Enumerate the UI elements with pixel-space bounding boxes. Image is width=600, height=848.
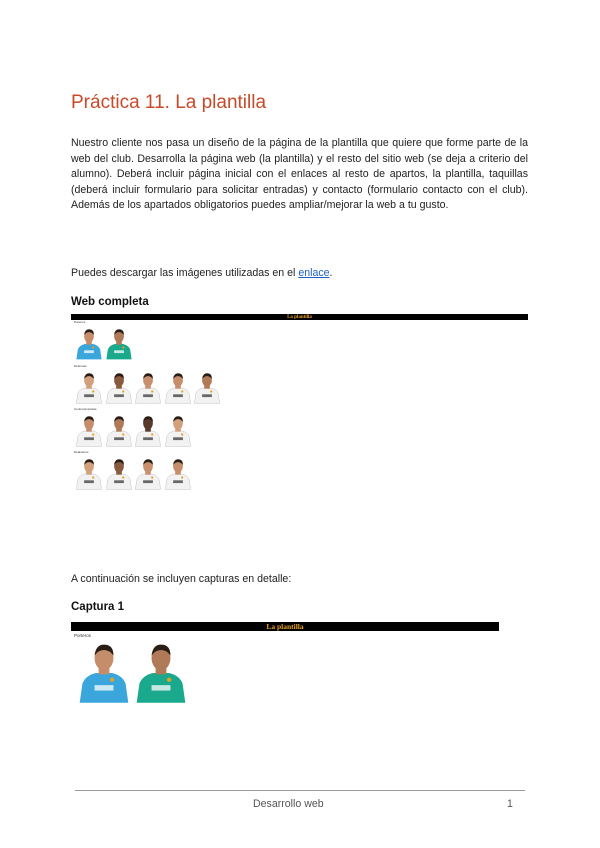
download-link[interactable]: enlace bbox=[298, 267, 330, 279]
section-label: Delanteros bbox=[74, 450, 89, 454]
player-photo bbox=[164, 415, 192, 452]
capturas-intro: A continuación se incluyen capturas en detalle: bbox=[71, 573, 292, 585]
banner-title-captura: La plantilla bbox=[266, 622, 304, 631]
player-photo bbox=[75, 415, 103, 452]
porteros-label: Porteros bbox=[74, 633, 92, 638]
footer-title: Desarrollo web bbox=[253, 798, 324, 810]
player-photo-large bbox=[77, 640, 131, 711]
player-photo bbox=[164, 372, 192, 409]
heading-web-completa: Web completa bbox=[71, 296, 149, 308]
player-photo bbox=[134, 458, 162, 495]
player-photo bbox=[105, 458, 133, 495]
player-photo bbox=[134, 415, 162, 452]
player-photo bbox=[193, 372, 221, 409]
captura-1-screenshot bbox=[71, 620, 499, 712]
download-line bbox=[71, 267, 332, 279]
player-photo bbox=[105, 372, 133, 409]
player-photo bbox=[75, 458, 103, 495]
web-completa-screenshot bbox=[71, 312, 528, 492]
player-photo-large bbox=[134, 640, 188, 711]
player-photo bbox=[164, 458, 192, 495]
page-number: 1 bbox=[507, 798, 513, 810]
section-label: Centrocampistas bbox=[74, 407, 97, 411]
player-photo bbox=[75, 328, 103, 365]
plantilla-banner bbox=[71, 314, 528, 320]
section-label: Porteros bbox=[74, 320, 86, 324]
player-photo bbox=[105, 415, 133, 452]
player-photo bbox=[134, 372, 162, 409]
player-photo bbox=[75, 372, 103, 409]
player-photo bbox=[105, 328, 133, 365]
heading-captura-1: Captura 1 bbox=[71, 601, 125, 613]
plantilla-banner-captura bbox=[71, 622, 499, 631]
banner-title: La plantilla bbox=[287, 314, 312, 320]
download-text: Puedes descargar las imágenes utilizadas en el bbox=[71, 267, 299, 279]
footer-divider bbox=[75, 790, 525, 791]
page-title: Práctica 11. La plantilla bbox=[71, 92, 267, 113]
section-label: Defensas bbox=[74, 364, 87, 368]
intro-paragraph: Nuestro cliente nos pasa un diseño de la página de la plantilla que quiere que forme parte de la web del club. Desarrolla la página web (la plantilla) y el resto del sitio web (se deja a criterio del alumno). Deberá incluir página inicial con el enlaces al resto de apartos, la plantilla, taquillas (deberá incluir formulario para solicitar entradas) y contacto (formulario contacto con el club). Además de los apartados obligatorios puedes ampliar/mejorar la web a tu gusto. bbox=[71, 137, 528, 212]
download-end: . bbox=[329, 267, 333, 279]
